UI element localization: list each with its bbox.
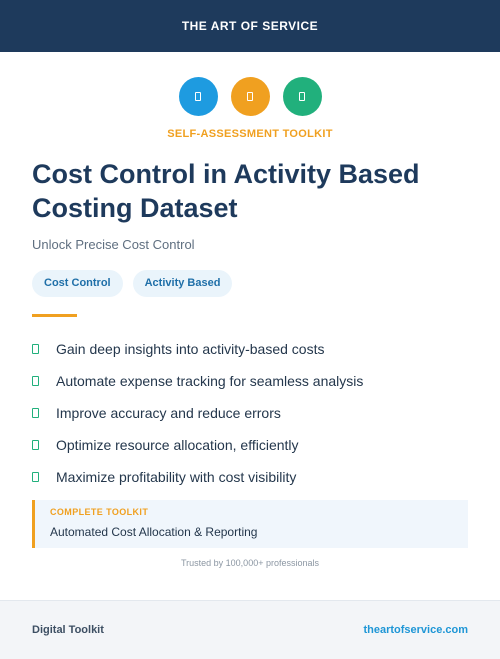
benefit-text: Optimize resource allocation, efficiently <box>56 437 299 453</box>
header-bar <box>0 0 500 52</box>
list-item <box>32 397 363 429</box>
kicker-label: SELF-ASSESSMENT TOOLKIT <box>167 128 333 140</box>
benefit-text: Maximize profitability with cost visibility <box>56 469 297 485</box>
toolkit-callout <box>32 500 468 548</box>
accent-divider <box>32 314 77 317</box>
list-item <box>32 333 363 365</box>
brand-name: THE ART OF SERVICE <box>181 19 319 33</box>
page-title: Cost Control in Activity Based Costing Dataset <box>32 159 420 223</box>
tag-list <box>32 270 232 297</box>
tag-activity-based[interactable]: Activity Based <box>133 270 233 297</box>
benefit-text: Gain deep insights into activity-based costs <box>56 341 325 357</box>
trusted-note: Trusted by 100,000+ professionals <box>180 558 319 568</box>
callout-label: COMPLETE TOOLKIT <box>50 507 149 517</box>
footer-bar <box>0 600 500 659</box>
icon-row <box>0 77 500 116</box>
chart-icon <box>231 77 270 116</box>
callout-value: Automated Cost Allocation & Reporting <box>50 525 258 539</box>
check-icon <box>32 376 39 386</box>
footer-label: Digital Toolkit <box>32 624 104 636</box>
check-icon <box>32 472 39 482</box>
subtitle: Unlock Precise Cost Control <box>32 237 195 252</box>
website-link[interactable]: theartofservice.com <box>363 624 468 636</box>
check-icon <box>32 344 39 354</box>
list-item <box>32 429 363 461</box>
check-icon <box>32 440 39 450</box>
benefit-text: Improve accuracy and reduce errors <box>56 405 281 421</box>
benefit-text: Automate expense tracking for seamless analysis <box>56 373 364 389</box>
list-item <box>32 461 363 493</box>
list-item <box>32 365 363 397</box>
checklist-icon <box>283 77 322 116</box>
benefit-list <box>32 333 363 493</box>
document-icon <box>179 77 218 116</box>
tag-cost-control[interactable]: Cost Control <box>32 270 123 297</box>
check-icon <box>32 408 39 418</box>
